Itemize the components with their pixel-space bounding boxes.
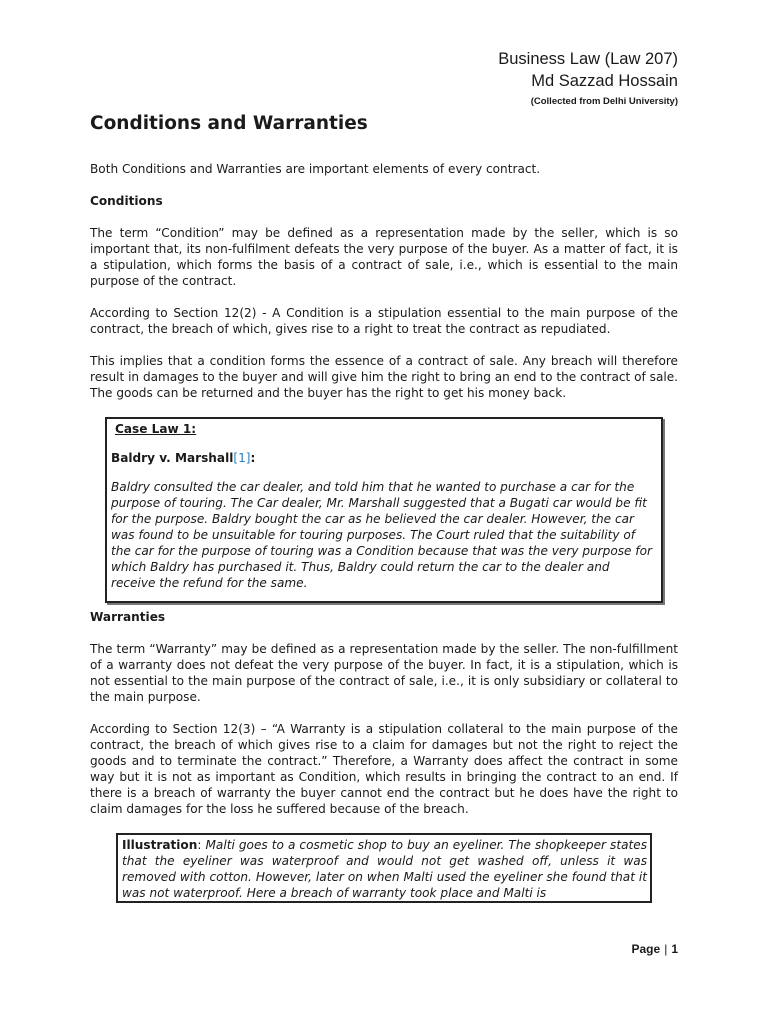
conditions-paragraph-2: According to Section 12(2) - A Condition is a stipulation essential to the main purpose of the contract, the breach of which, gives rise to a right to treat the contract as repudiated. xyxy=(90,306,678,336)
source-note: (Collected from Delhi University) xyxy=(530,96,678,107)
warranties-paragraph-1: The term “Warranty” may be defined as a representation made by the seller. The non-fulfillment of a warranty does not defeat the very purpose of the buyer. In fact, it is a stipulation, which is not essential to the main purpose of the contract of sale, i.e., it is only subsidiary or collateral to the main purpose. xyxy=(90,642,678,704)
page-footer xyxy=(632,942,679,956)
page-number: 1 xyxy=(671,942,678,956)
course-title: Business Law (Law 207) xyxy=(498,50,678,68)
case-law-text: Baldry consulted the car dealer, and told him that he wanted to purchase a car for the purpose of touring. The Car dealer, Mr. Marshall suggested that a Bugati car would be fit for the purpose. Baldry bought the car as he believed the car dealer. However, the car was found to be unsuitable for touring purposes. The Court ruled that the suitability of the car for the purpose of touring was a Condition because that was the very purpose for which Baldry has purchased it. Thus, Baldry could return the car to the dealer and receive the refund for the same. xyxy=(111,480,652,590)
conditions-paragraph-1: The term “Condition” may be defined as a representation made by the seller, which is so important that, its non-fulfilment defeats the very purpose of the buyer. As a matter of fact, it is a stipulation, which forms the basis of a contract of sale, i.e., which is essential to the main purpose of the contract. xyxy=(90,226,678,288)
page-label: Page xyxy=(631,942,661,956)
document-title: Conditions and Warranties xyxy=(90,113,368,134)
warranties-paragraph-2: According to Section 12(3) – “A Warranty is a stipulation collateral to the main purpose of the contract, the breach of which gives rise to a claim for damages but not the right to reject the goods and to terminate the contract.” Therefore, a Warranty does affect the contract in some way but it is not as important as Condition, which results in bringing the contract to an end. If there is a breach of warranty the buyer cannot end the contract but he does have the right to claim damages for the loss he suffered because of the breach. xyxy=(90,722,678,816)
document-body xyxy=(90,112,678,903)
illustration-box xyxy=(116,833,652,903)
case-name-text: Baldry v. Marshall xyxy=(111,451,234,465)
page-separator: | xyxy=(664,942,668,956)
conditions-paragraph-3: This implies that a condition forms the essence of a contract of sale. Any breach will therefore result in damages to the buyer and will give him the right to bring an end to the contract of sale. The goods can be returned and the buyer has the right to get his money back. xyxy=(90,354,678,400)
warranties-heading: Warranties xyxy=(90,610,166,624)
footnote-link[interactable]: [1] xyxy=(233,451,251,465)
illustration-label: Illustration xyxy=(122,838,198,852)
intro-paragraph: Both Conditions and Warranties are important elements of every contract. xyxy=(90,162,541,176)
case-law-label: Case Law 1: xyxy=(115,422,197,436)
author-name: Md Sazzad Hossain xyxy=(531,72,678,90)
illustration-colon: : xyxy=(197,838,206,852)
page-header xyxy=(498,48,678,109)
case-law-box xyxy=(105,417,663,603)
conditions-heading: Conditions xyxy=(90,194,163,208)
case-name xyxy=(111,450,657,466)
illustration-text: Malti goes to a cosmetic shop to buy an eyeliner. The shopkeeper states that the eyeliner was waterproof and would not get washed off, unless it was removed with cotton. However, later on when Malti used the eyeliner she found that it was not waterproof. Here a breach of warranty took place and Malti is xyxy=(122,838,647,900)
illustration-paragraph xyxy=(122,837,647,901)
case-name-colon: : xyxy=(250,451,256,465)
